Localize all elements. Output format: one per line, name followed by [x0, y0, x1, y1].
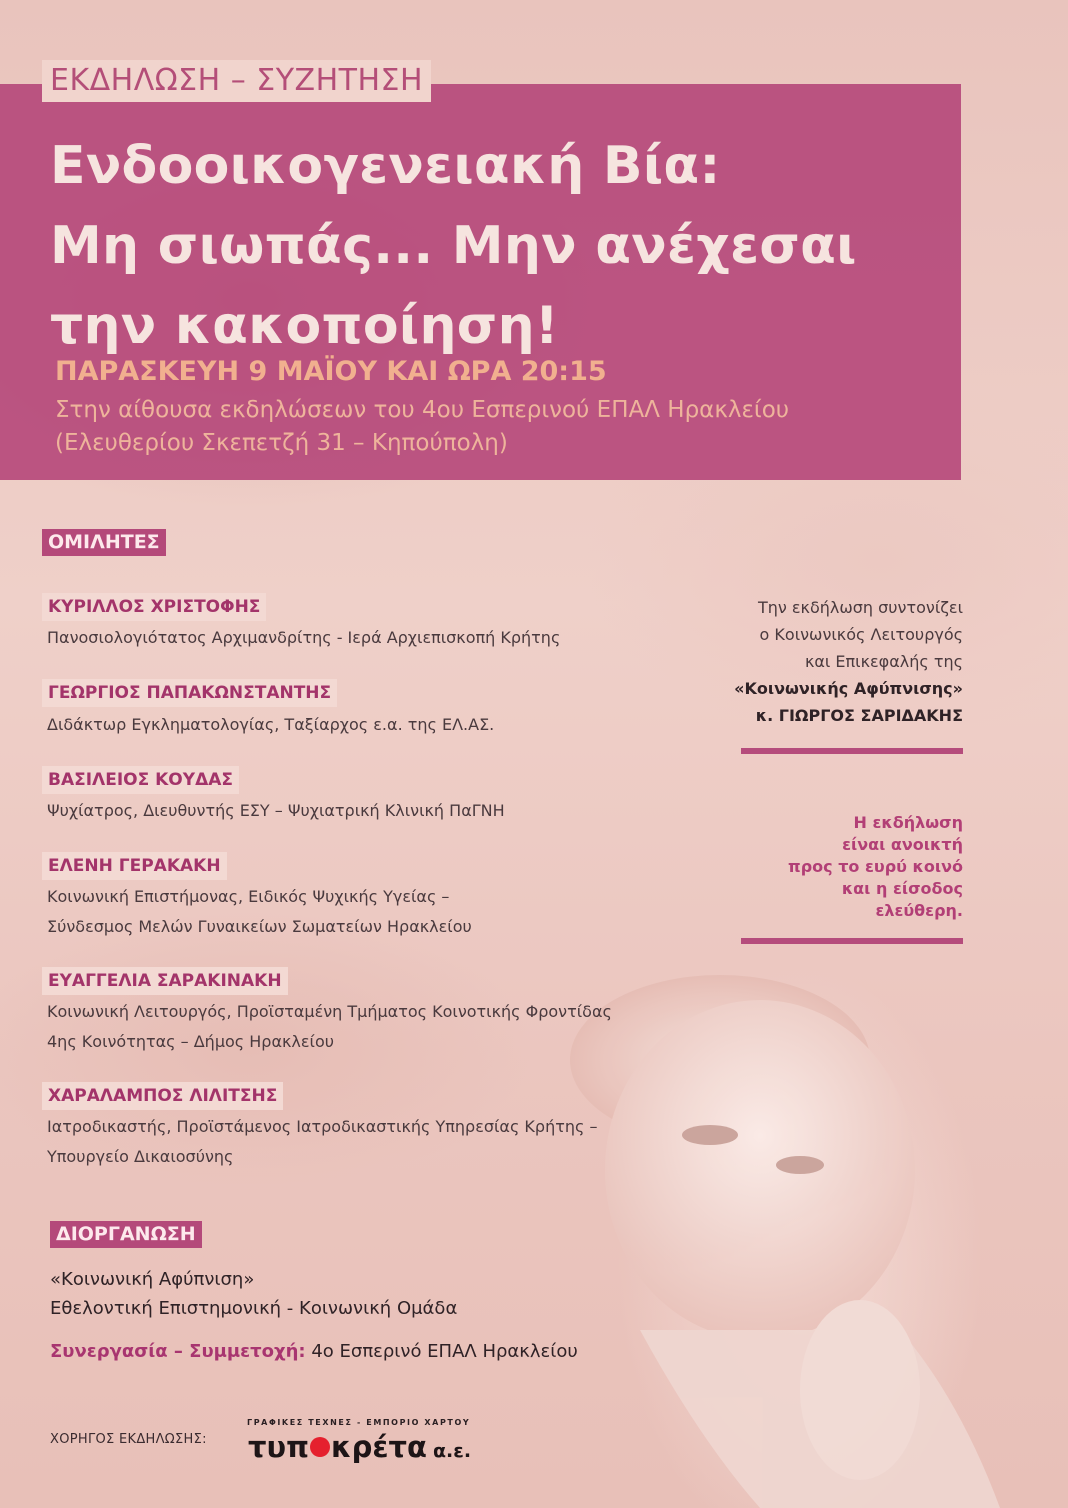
speaker-role-4-line-1: Κοινωνική Επιστήμονας, Ειδικός Ψυχικής Υγείας – [47, 887, 450, 906]
divider-rule-1 [741, 748, 963, 754]
speaker-role-2-line-1: Διδάκτωρ Εγκληματολογίας, Ταξίαρχος ε.α. της ΕΛ.ΑΣ. [47, 715, 495, 734]
logo-dot-icon [310, 1437, 330, 1457]
organization-description: Εθελοντική Επιστημονική - Κοινωνική Ομάδα [50, 1298, 458, 1319]
doll-figure [570, 975, 1000, 1508]
collaboration-label: Συνεργασία – Συμμετοχή: [50, 1341, 306, 1362]
speaker-role-6-line-2: Υπουργείο Δικαιοσύνης [47, 1147, 234, 1166]
open-notice-line-5: ελεύθερη. [875, 901, 963, 920]
speaker-role-6-line-1: Ιατροδικαστής, Προϊστάμενος Ιατροδικαστικής Υπηρεσίας Κρήτης – [47, 1117, 598, 1136]
event-date-time: ΠΑΡΑΣΚΕΥΗ 9 ΜΑΪΟΥ ΚΑΙ ΩΡΑ 20:15 [55, 356, 607, 387]
sponsor-label: ΧΟΡΗΓΟΣ ΕΚΔΗΛΩΣΗΣ: [50, 1432, 207, 1447]
collaboration-value: 4ο Εσπερινό ΕΠΑΛ Ηρακλείου [305, 1341, 578, 1362]
speaker-role-5-line-1: Κοινωνική Λειτουργός, Προϊσταμένη Τμήματος Κοινοτικής Φροντίδας [47, 1002, 612, 1021]
speaker-name-4: ΕΛΕΝΗ ΓΕΡΑΚΑΚΗ [42, 852, 227, 880]
open-notice-line-4: και η είσοδος [841, 879, 963, 898]
coordinator-line-2: ο Κοινωνικός Λειτουργός [759, 625, 963, 644]
event-venue [55, 394, 789, 460]
organization-label: ΔΙΟΡΓΑΝΩΣΗ [50, 1221, 202, 1248]
collaboration-line [50, 1337, 578, 1366]
open-notice-line-3: προς το ευρύ κοινό [788, 857, 963, 876]
divider-rule-2 [741, 938, 963, 944]
speaker-name-2: ΓΕΩΡΓΙΟΣ ΠΑΠΑΚΩΝΣΤΑΝΤΗΣ [42, 679, 337, 707]
open-event-notice [663, 812, 963, 922]
venue-line-1: Στην αίθουσα εκδηλώσεων του 4ου Εσπερινού ΕΠΑΛ Ηρακλείου [55, 397, 790, 423]
title-line-3: την κακοποίηση! [50, 296, 559, 356]
speaker-role-4-line-2: Σύνδεσμος Μελών Γυναικείων Σωματείων Ηρακλείου [47, 917, 472, 936]
coordinator-line-3: και Επικεφαλής της [804, 652, 963, 671]
speaker-role-4 [47, 882, 472, 942]
speaker-role-2 [47, 710, 494, 740]
open-notice-line-2: είναι ανοικτή [842, 835, 963, 854]
speaker-role-3-line-1: Ψυχίατρος, Διευθυντής ΕΣΥ – Ψυχιατρική Κλινική ΠαΓΝΗ [47, 801, 505, 820]
sponsor-tagline: ΓΡΑΦΙΚΕΣ ΤΕΧΝΕΣ - ΕΜΠΟΡΙΟ ΧΑΡΤΟΥ [247, 1418, 471, 1427]
speaker-role-5 [47, 997, 612, 1057]
event-title [50, 126, 857, 366]
speaker-name-6: ΧΑΡΑΛΑΜΠΟΣ ΛΙΛΙΤΣΗΣ [42, 1082, 283, 1110]
organization-info [50, 1265, 457, 1323]
title-line-1: Ενδοοικογενειακή Βία: [50, 136, 721, 196]
organization-name: «Κοινωνική Αφύπνιση» [50, 1269, 255, 1290]
sponsor-logo [248, 1430, 471, 1464]
speakers-label: ΟΜΙΛΗΤΕΣ [42, 529, 166, 556]
sponsor-logo-part-1: τυπ [248, 1430, 310, 1464]
speaker-name-3: ΒΑΣΙΛΕΙΟΣ ΚΟΥΔΑΣ [42, 766, 239, 794]
speaker-role-3 [47, 796, 505, 826]
title-line-2: Μη σιωπάς... Μην ανέχεσαι [50, 216, 857, 276]
open-notice-line-1: Η εκδήλωση [853, 813, 963, 832]
sponsor-logo-suffix: α.ε. [432, 1440, 472, 1462]
speaker-role-5-line-2: 4ης Κοινότητας – Δήμος Ηρακλείου [47, 1032, 335, 1051]
venue-line-2: (Ελευθερίου Σκεπετζή 31 – Κηπούπολη) [55, 430, 508, 456]
speaker-role-1-line-1: Πανοσιολογιότατος Αρχιμανδρίτης - Ιερά Αρχιεπισκοπή Κρήτης [47, 628, 561, 647]
sponsor-logo-part-2: κρέτα [331, 1430, 427, 1464]
speaker-name-5: ΕΥΑΓΓΕΛΙΑ ΣΑΡΑΚΙΝΑΚΗ [42, 967, 288, 995]
coordinator-name: κ. ΓΙΩΡΓΟΣ ΣΑΡΙΔΑΚΗΣ [755, 706, 963, 725]
speaker-role-6 [47, 1112, 597, 1172]
coordinator-line-1: Την εκδήλωση συντονίζει [757, 598, 963, 617]
coordinator-info [563, 594, 963, 729]
speaker-name-1: ΚΥΡΙΛΛΟΣ ΧΡΙΣΤΟΦΗΣ [42, 593, 266, 621]
coordinator-line-4: «Κοινωνικής Αφύπνισης» [734, 679, 963, 698]
event-type-tag: ΕΚΔΗΛΩΣΗ – ΣΥΖΗΤΗΣΗ [42, 60, 431, 102]
speaker-role-1 [47, 623, 560, 653]
